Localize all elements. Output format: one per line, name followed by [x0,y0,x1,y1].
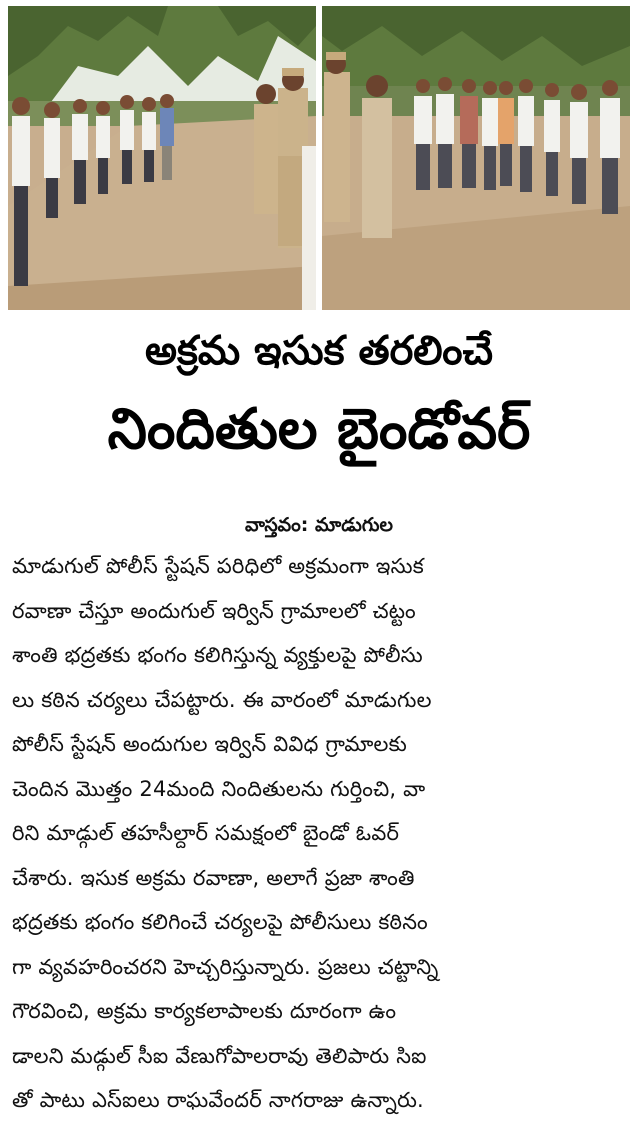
photo-police-meeting-left [8,6,316,310]
article-line: భద్రతకు భంగం కలిగించే చర్యలపై పోలీసులు కఠినం [12,910,428,934]
dateline: వాస్తవం: మాడుగుల [245,514,393,536]
headline-line-1: అక్రమ ఇసుక తరలించే [145,328,493,374]
article-line: లు కఠిన చర్యలు చేపట్టారు. ఈ వారంలో మాడుగుల [12,687,432,712]
article-line: గా వ్యవహరించరని హెచ్చరిస్తున్నారు. ప్రజలు చట్టాన్ని [12,954,439,979]
headline-line-2: నిందితుల బైండోవర్ [107,397,531,462]
article-line: రవాణా చేస్తూ అందుగుల్ ఇర్విన్ గ్రామాలలో చట్టం [12,598,416,623]
article-line: తో పాటు ఎస్ఐలు రాఘవేందర్ నాగరాజు ఉన్నారు. [12,1088,424,1112]
article-line: పోలీస్ స్టేషన్ అందుగుల ఇర్విన్ వివిధ గ్రామాలకు [12,732,408,756]
article-line: రిని మాడ్గుల్ తహసీల్దార్ సమక్షంలో బైండో ఓవర్ [12,821,400,845]
article-line: గౌరవించి, అక్రమ కార్యకలాపాలకు దూరంగా ఉం [12,999,397,1023]
photo-police-meeting-right [322,6,630,310]
article-line: చేశారు. ఇసుక అక్రమ రవాణా, అలాగే ప్రజా శాంతి [12,865,415,890]
article-line: శాంతి భద్రతకు భంగం కలిగిస్తున్న వ్యక్తులపై పోలీసు [12,643,423,667]
article-line: మాడుగుల్ పోలీస్ స్టేషన్ పరిధిలో అక్రమంగా ఇసుక [12,554,424,578]
article-line: చెందిన మొత్తం 24మంది నిందితులను గుర్తించి, వా [12,776,426,801]
article-line: డాలని మడ్గుల్ సీఐ వేణుగోపాలరావు తెలిపారు సిఐ [12,1043,427,1068]
photo-strip [8,6,630,310]
article-body [12,544,630,1123]
